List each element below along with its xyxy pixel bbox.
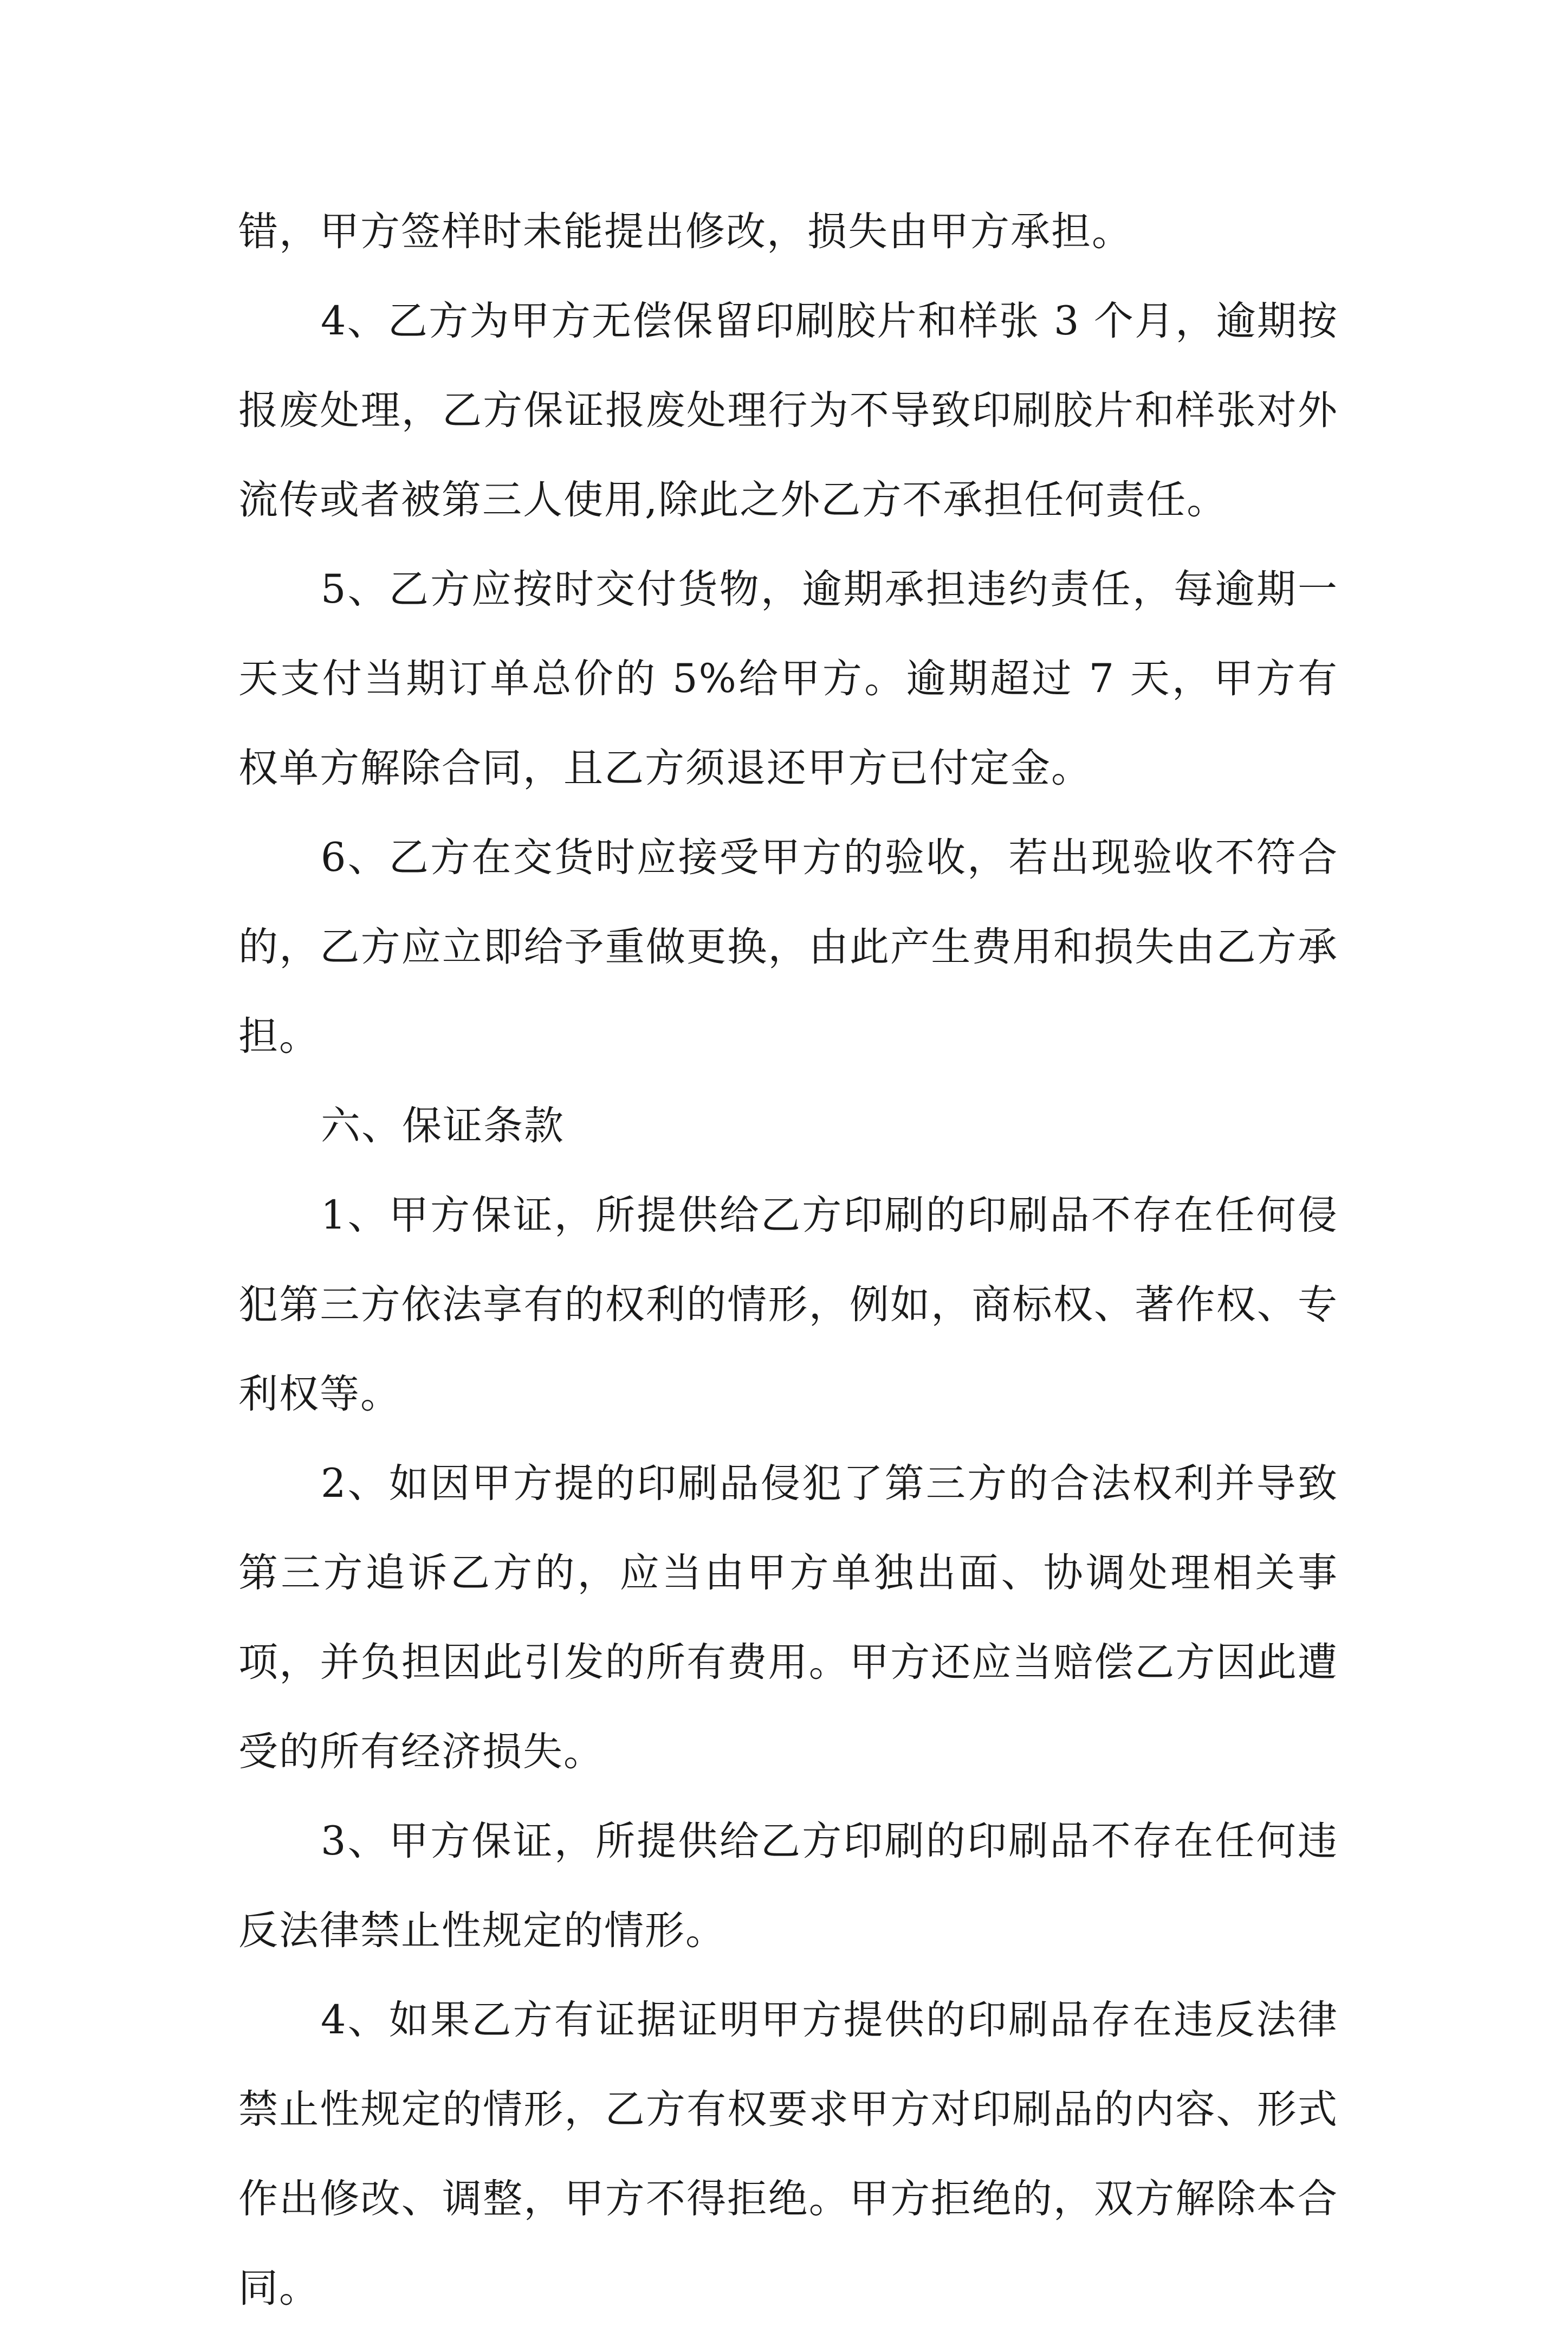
- paragraph-clause-5-delivery: 5、乙方应按时交付货物，逾期承担违约责任，每逾期一天支付当期订单总价的 5%给甲方。逾期超过 7 天，甲方有权单方解除合同，且乙方须退还甲方已付定金。: [238, 566, 1338, 791]
- paragraph-guarantee-2: 2、如因甲方提的印刷品侵犯了第三方的合法权利并导致第三方追诉乙方的，应当由甲方单独出面、协调处理相关事项，并负担因此引发的所有费用。甲方还应当赔偿乙方因此遭受的所有经济损失。: [238, 1460, 1338, 1775]
- document-body: [238, 187, 1338, 2333]
- paragraph-continuation: 错，甲方签样时未能提出修改，损失由甲方承担。: [238, 209, 1132, 255]
- paragraph-guarantee-4: 4、如果乙方有证据证明甲方提供的印刷品存在违反法律禁止性规定的情形，乙方有权要求甲方对印刷品的内容、形式作出修改、调整，甲方不得拒绝。甲方拒绝的，双方解除本合同。: [238, 1997, 1338, 2311]
- section-heading-guarantee: 六、保证条款: [321, 1103, 565, 1149]
- paragraph-guarantee-1: 1、甲方保证，所提供给乙方印刷的印刷品不存在任何侵犯第三方依法享有的权利的情形，例如，商标权、著作权、专利权等。: [238, 1192, 1338, 1417]
- paragraph-guarantee-3: 3、甲方保证，所提供给乙方印刷的印刷品不存在任何违反法律禁止性规定的情形。: [238, 1818, 1338, 1954]
- paragraph-clause-4-retention: 4、乙方为甲方无偿保留印刷胶片和样张 3 个月，逾期按报废处理，乙方保证报废处理行为不导致印刷胶片和样张对外流传或者被第三人使用,除此之外乙方不承担任何责任。: [238, 298, 1338, 523]
- paragraph-clause-6-acceptance: 6、乙方在交货时应接受甲方的验收，若出现验收不符合的，乙方应立即给予重做更换，由此产生费用和损失由乙方承担。: [238, 835, 1338, 1059]
